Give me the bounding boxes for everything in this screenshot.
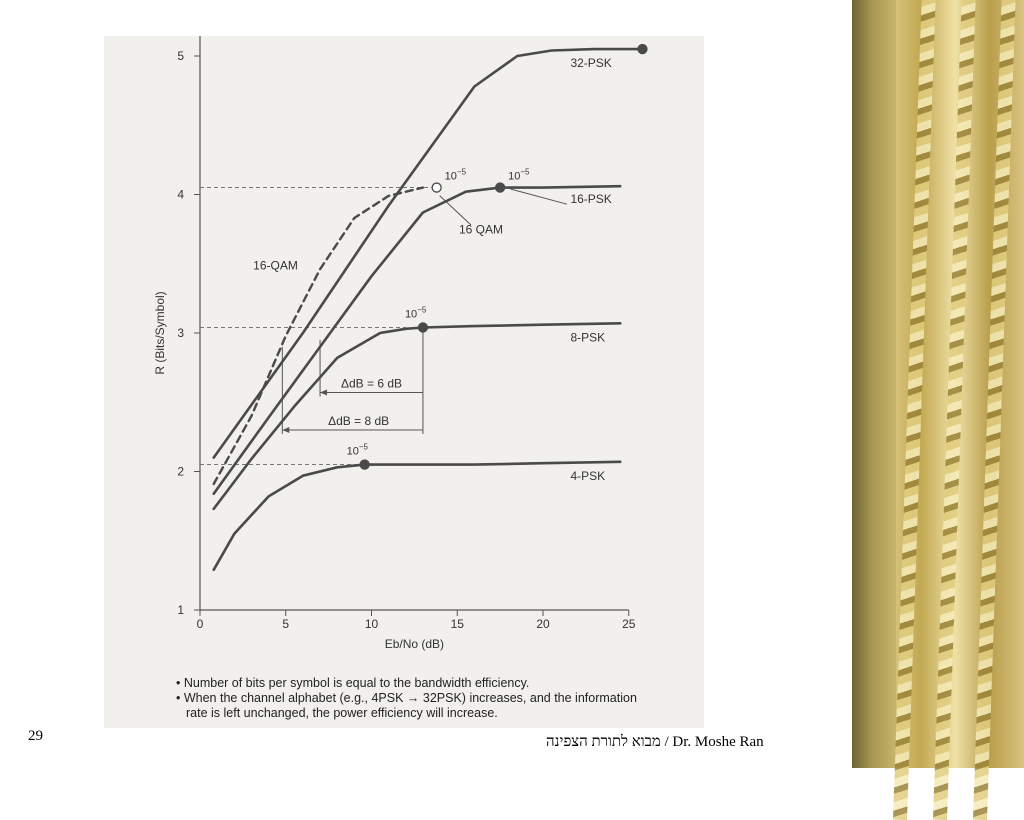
figure-notes xyxy=(176,676,706,721)
y-axis-label: R (Bits/Symbol) xyxy=(153,291,167,375)
ber-marker-16-psk xyxy=(496,183,505,192)
chart-axes xyxy=(200,36,629,610)
x-tick-label: 10 xyxy=(364,617,379,631)
chart-labels xyxy=(153,56,612,651)
decorative-gold-border xyxy=(852,0,1024,768)
y-tick-label: 3 xyxy=(177,326,184,340)
x-tick-label: 25 xyxy=(622,617,636,631)
note-line: • When the channel alphabet (e.g., 4PSK → 32PSK) increases, and the information xyxy=(176,691,637,705)
ber-label-16-psk: $10^{-5}$ xyxy=(508,167,530,183)
series-label-8-psk: 8-PSK xyxy=(570,330,606,345)
axis-ticks xyxy=(177,49,635,631)
x-tick-label: 5 xyxy=(282,617,290,631)
note-line: rate is left unchanged, the power efficiency will increase. xyxy=(186,706,498,720)
border-cord xyxy=(933,0,977,820)
ber-label-4-psk: $10^{-5}$ xyxy=(346,442,369,458)
ber-marker-8-psk xyxy=(418,323,427,332)
series-label-16-psk: 16-PSK xyxy=(570,191,612,206)
ber-label-8-psk: $10^{-5}$ xyxy=(404,305,427,321)
ber-marker-16-qam xyxy=(432,183,441,192)
series-line-4-psk xyxy=(214,462,621,570)
y-tick-label: 2 xyxy=(177,464,184,479)
chart-series xyxy=(214,45,647,570)
y-tick-label: 5 xyxy=(177,49,184,63)
y-tick-label: 1 xyxy=(177,603,184,617)
x-tick-label: 0 xyxy=(196,617,204,631)
series-line-8-psk xyxy=(214,323,621,509)
annotation-delta-6db: ΔdB = 6 dB xyxy=(340,376,403,391)
border-cord xyxy=(973,0,1017,820)
delta-8db-arrowhead xyxy=(282,427,289,433)
delta-6db-arrowhead xyxy=(320,390,327,396)
series-line-32-psk xyxy=(214,49,643,458)
slide-footer: מבוא לתורת הצפינה / Dr. Moshe Ran xyxy=(546,734,764,750)
ber-label-16-qam: $10^{-5}$ xyxy=(444,167,467,183)
border-shadow xyxy=(852,0,896,768)
textbook-figure-scan xyxy=(104,36,704,728)
y-tick-label: 4 xyxy=(177,187,184,202)
annotation-delta-8db: ΔdB = 8 dB xyxy=(328,413,390,428)
x-axis-label: Eb/No (dB) xyxy=(384,637,445,651)
note-line: • Number of bits per symbol is equal to the bandwidth efficiency. xyxy=(176,676,530,690)
pointer-line-16-psk xyxy=(510,189,567,204)
ber-marker-32-psk xyxy=(638,45,647,54)
x-tick-label: 20 xyxy=(536,617,550,631)
series-line-16-qam xyxy=(214,188,423,484)
series-label-32-psk: 32-PSK xyxy=(570,56,612,71)
slide-number: 29 xyxy=(28,728,43,744)
border-cord xyxy=(893,0,937,820)
x-tick-label: 15 xyxy=(450,617,464,631)
annotation-16-qam: 16 QAM xyxy=(458,222,503,237)
pointer-line-16-qam xyxy=(440,196,471,225)
series-label-16-qam: 16-QAM xyxy=(253,258,298,273)
series-line-16-psk xyxy=(214,186,621,494)
ber-marker-4-psk xyxy=(360,460,369,469)
series-label-4-psk: 4-PSK xyxy=(570,468,606,483)
bandwidth-efficiency-chart xyxy=(104,36,704,676)
